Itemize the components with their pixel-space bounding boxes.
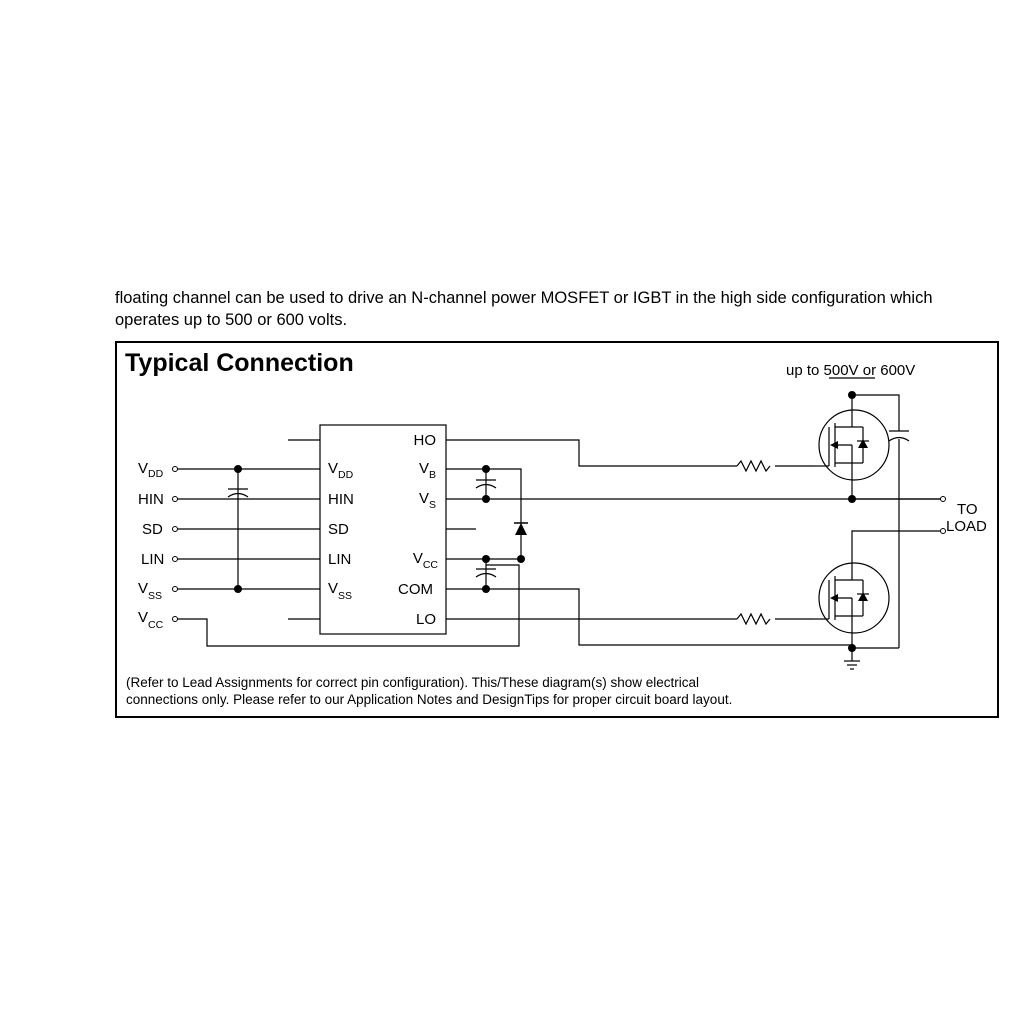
terminal-vdd (173, 467, 178, 472)
intro-line-1: floating channel can be used to drive an N-channel power MOSFET or IGBT in the high side configuration which (115, 289, 933, 307)
input-label-lin: LIN (141, 551, 165, 568)
ic-pin-ho: HO (413, 432, 436, 449)
ic-pin-vs: $V_S$ (418, 490, 436, 511)
typical-connection-figure (115, 341, 999, 718)
schematic-diagram (117, 343, 997, 716)
figure-title: Typical Connection (125, 349, 354, 377)
terminal-output-high (941, 497, 946, 502)
terminal-output-low (941, 529, 946, 534)
terminal-vss (173, 587, 178, 592)
figure-note-line-1: (Refer to Lead Assignments for correct pin configuration). This/These diagram(s) show electrical (126, 675, 699, 690)
terminal-vcc (173, 617, 178, 622)
terminal-lin (173, 557, 178, 562)
input-label-hin: HIN (138, 491, 164, 508)
terminal-hin (173, 497, 178, 502)
figure-note-line-2: connections only. Please refer to our Application Notes and DesignTips for proper circuit board layout. (126, 692, 733, 707)
load-label-to: TO (957, 501, 978, 518)
input-label-vcc: $V_{CC}$ (138, 609, 164, 631)
input-label-sd: SD (142, 521, 163, 538)
ic-pin-lin: LIN (328, 551, 352, 568)
bootstrap-diode (515, 523, 527, 535)
ic-pin-vb: $V_B$ (418, 460, 436, 481)
intro-line-2: operates up to 500 or 600 volts. (115, 311, 348, 329)
ic-pin-com: COM (398, 581, 433, 598)
load-label-load: LOAD (946, 518, 987, 535)
ic-pin-hin: HIN (328, 491, 354, 508)
ic-pin-vcc: $V_{CC}$ (412, 550, 438, 571)
ic-pin-lo: LO (415, 611, 436, 628)
ic-pin-vss: $V_{SS}$ (328, 580, 353, 602)
figure-note (126, 674, 732, 708)
input-label-vss: $V_{SS}$ (138, 580, 163, 602)
intro-paragraph (115, 287, 1005, 331)
supply-voltage-label: up to 500V or 600V (786, 362, 916, 379)
terminal-sd (173, 527, 178, 532)
input-label-vdd: $V_{DD}$ (138, 460, 164, 480)
ic-pin-sd: SD (328, 521, 349, 538)
ic-pin-vdd: $V_{DD}$ (328, 460, 354, 481)
